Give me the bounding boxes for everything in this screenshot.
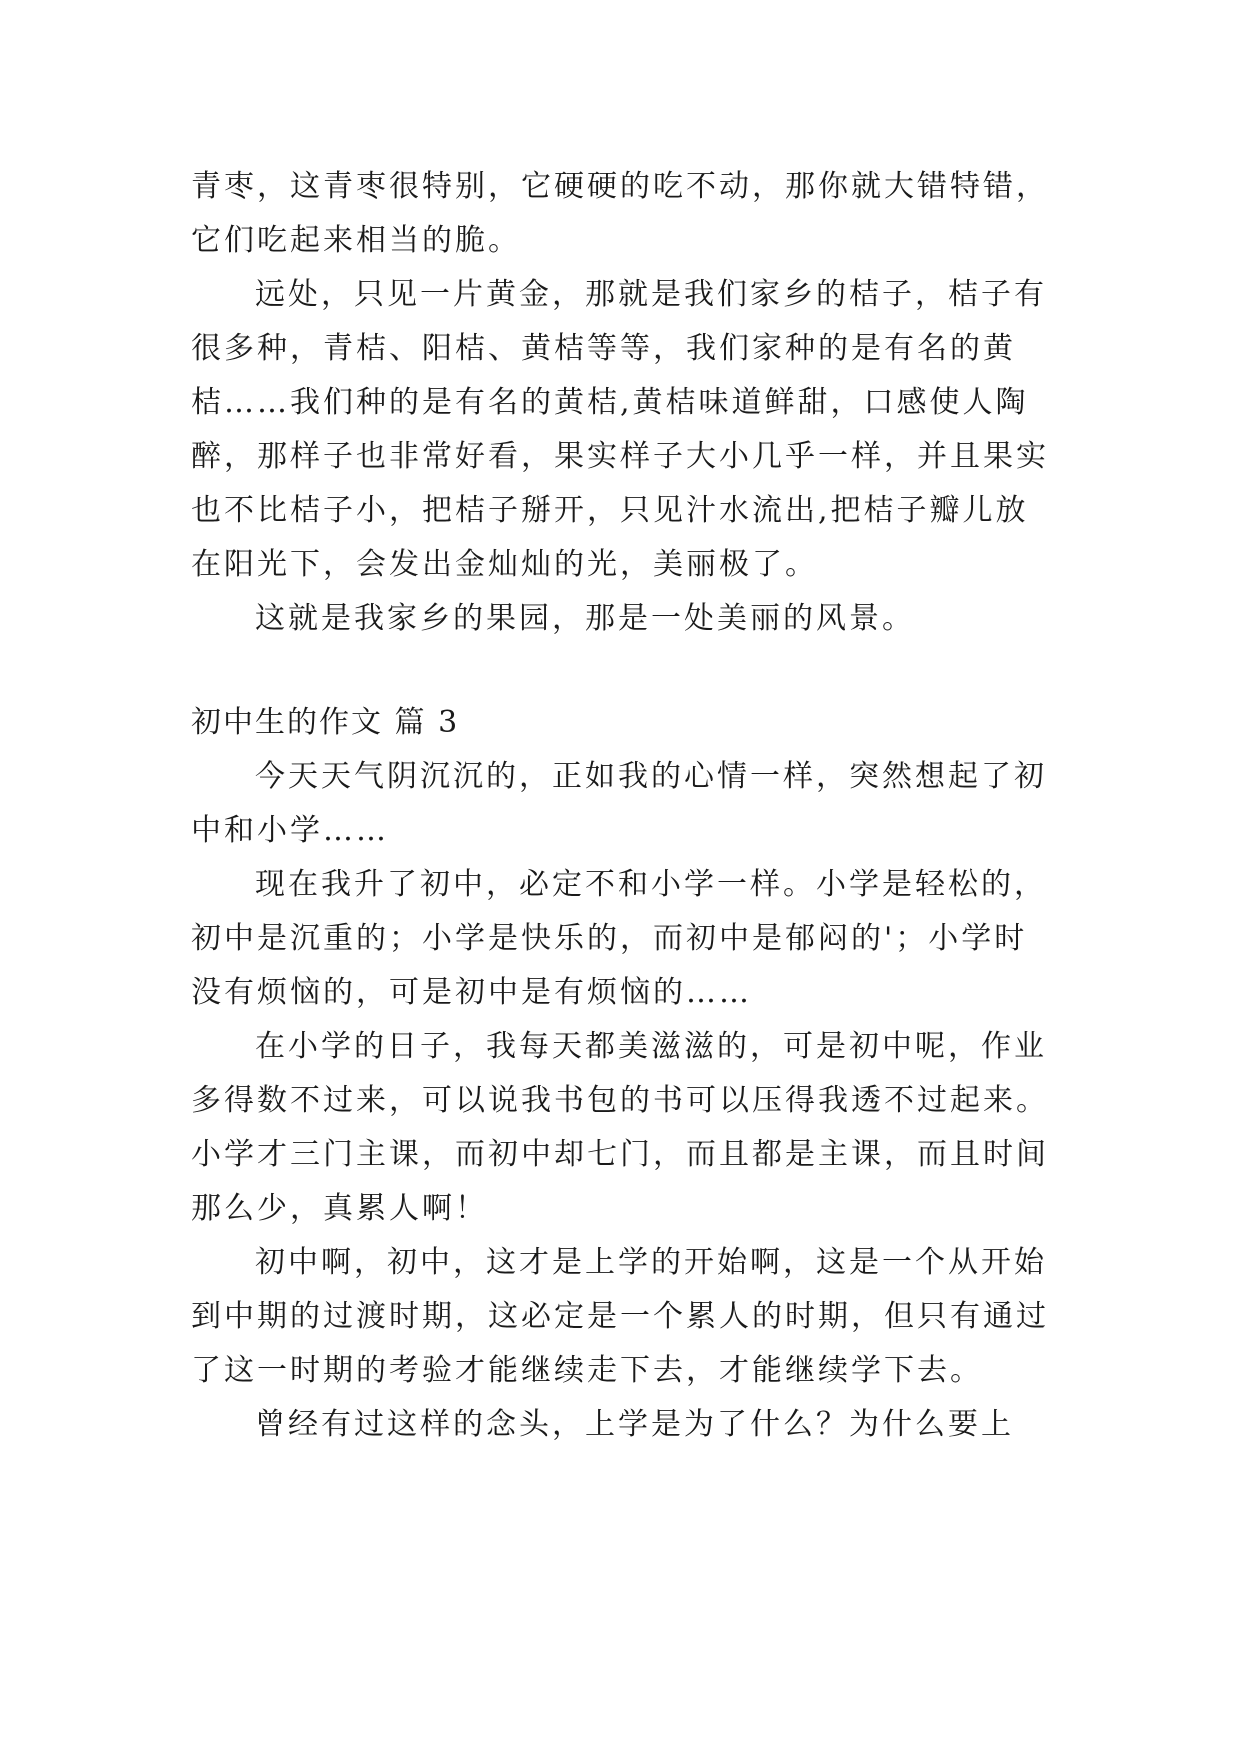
paragraph-start: 这就是我家乡的果园，那是一处美丽的风景。: [255, 601, 915, 636]
paragraph-start: 在小学的日子，我每天都美滋滋的，可是初中呢，作业: [255, 1029, 1047, 1064]
text-line: 到中期的过渡时期，这必定是一个累人的时期，但只有通过: [191, 1299, 1049, 1334]
text-line: 很多种，青桔、阳桔、黄桔等等，我们家种的是有名的黄: [191, 331, 1016, 366]
text-line: 桔……我们种的是有名的黄桔,黄桔味道鲜甜，口感使人陶: [191, 385, 1029, 420]
text-line: 中和小学……: [191, 813, 389, 848]
section-gap: [191, 646, 1061, 696]
text-line: 它们吃起来相当的脆。: [191, 223, 521, 258]
paragraph-start: 现在我升了初中，必定不和小学一样。小学是轻松的，: [255, 867, 1047, 902]
text-line: 多得数不过来，可以说我书包的书可以压得我透不过起来。: [191, 1083, 1049, 1118]
document-body: [191, 160, 1061, 1452]
paragraph-start: 初中啊，初中，这才是上学的开始啊，这是一个从开始: [255, 1245, 1047, 1280]
text-line: 醉，那样子也非常好看，果实样子大小几乎一样，并且果实: [191, 439, 1049, 474]
paragraph-start: 今天天气阴沉沉的，正如我的心情一样，突然想起了初: [255, 759, 1047, 794]
text-line: 小学才三门主课，而初中却七门，而且都是主课，而且时间: [191, 1137, 1049, 1172]
text-line: 青枣，这青枣很特别，它硬硬的吃不动，那你就大错特错，: [191, 169, 1049, 204]
text-line: 初中是沉重的；小学是快乐的，而初中是郁闷的'；小学时: [191, 921, 1028, 956]
paragraph-start: 远处，只见一片黄金，那就是我们家乡的桔子，桔子有: [255, 277, 1047, 312]
section-heading: 初中生的作文 篇 3: [191, 705, 460, 740]
text-line: 没有烦恼的，可是初中是有烦恼的……: [191, 975, 752, 1010]
text-line: 也不比桔子小，把桔子掰开，只见汁水流出,把桔子瓣儿放: [191, 493, 1029, 528]
paragraph-start: 曾经有过这样的念头，上学是为了什么？为什么要上: [255, 1407, 1014, 1442]
text-line: 那么少，真累人啊！: [191, 1191, 488, 1226]
text-line: 在阳光下，会发出金灿灿的光，美丽极了。: [191, 547, 818, 582]
text-line: 了这一时期的考验才能继续走下去，才能继续学下去。: [191, 1353, 983, 1388]
